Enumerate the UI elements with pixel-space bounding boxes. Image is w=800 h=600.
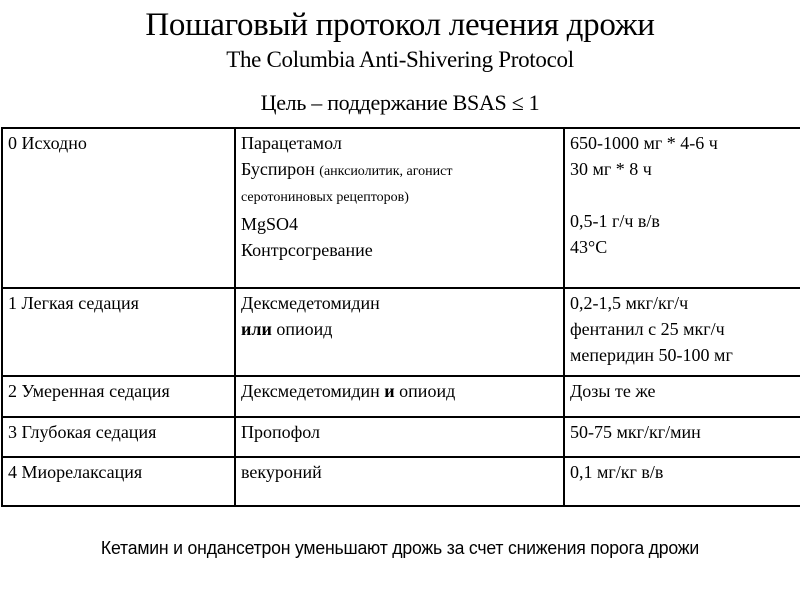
drug-line: Пропофол — [241, 422, 321, 442]
doses-cell — [564, 376, 800, 417]
drug-paracetamol: Парацетамол — [241, 133, 342, 153]
drug-line — [241, 378, 558, 404]
step-cell — [2, 457, 235, 506]
drug-note-continued: серотониновых рецепторов) — [241, 190, 409, 205]
drugs-cell — [235, 128, 564, 288]
emphasis-or: или — [241, 319, 272, 339]
step-label: 4 Миорелаксация — [8, 462, 143, 482]
step-cell — [2, 288, 235, 376]
drug-name: Буспирон — [241, 159, 320, 179]
protocol-table — [1, 127, 800, 507]
table-row — [2, 417, 800, 457]
slide-title: Пошаговый протокол лечения дрожи — [145, 7, 655, 43]
doses-cell — [564, 288, 800, 376]
dose-line: Дозы те же — [570, 381, 656, 401]
slide-subtitle: The Columbia Anti-Shivering Protocol — [226, 47, 574, 72]
drugs-cell — [235, 417, 564, 457]
drug-line: векуроний — [241, 462, 322, 482]
drug-counterwarming: Контрсогревание — [241, 240, 373, 260]
drug-buspirone — [241, 156, 558, 185]
step-label: 0 Исходно — [8, 133, 87, 153]
dose-line: меперидин 50-100 мг — [570, 345, 733, 365]
dose-line: 50-75 мкг/кг/мин — [570, 422, 701, 442]
drug-text: опиоид — [394, 381, 456, 401]
drug-note: (анксиолитик, агонист — [319, 164, 453, 179]
step-label: 2 Умеренная седация — [8, 381, 170, 401]
dose-line: фентанил с 25 мкг/ч — [570, 319, 725, 339]
table-row — [2, 128, 800, 288]
step-cell — [2, 417, 235, 457]
drug-text: Дексмедетомидин — [241, 381, 385, 401]
drug-line: Дексмедетомидин — [241, 293, 380, 313]
step-cell — [2, 128, 235, 288]
dose-line: 0,5-1 г/ч в/в — [570, 211, 660, 231]
drug-text: опиоид — [271, 319, 333, 339]
drugs-cell — [235, 288, 564, 376]
doses-cell — [564, 417, 800, 457]
table-row — [2, 376, 800, 417]
table-row — [2, 457, 800, 506]
dose-line: 0,1 мг/кг в/в — [570, 462, 664, 482]
step-label: 1 Легкая седация — [8, 293, 139, 313]
table-row — [2, 288, 800, 376]
drug-mgso4: MgSO4 — [241, 214, 299, 234]
doses-cell — [564, 457, 800, 506]
dose-line: 650-1000 мг * 4-6 ч — [570, 133, 718, 153]
emphasis-and: и — [384, 381, 395, 401]
step-label: 3 Глубокая седация — [8, 422, 157, 442]
dose-line: 30 мг * 8 ч — [570, 159, 652, 179]
drug-line — [241, 316, 558, 342]
drugs-cell — [235, 457, 564, 506]
footer-note: Кетамин и ондансетрон уменьшают дрожь за счет снижения порога дрожи — [100, 538, 700, 558]
dose-line: 0,2-1,5 мкг/кг/ч — [570, 293, 689, 313]
goal-statement: Цель – поддержание BSAS ≤ 1 — [260, 90, 540, 115]
blank-line — [570, 182, 800, 208]
dose-line: 43°C — [570, 237, 608, 257]
doses-cell — [564, 128, 800, 288]
drugs-cell — [235, 376, 564, 417]
step-cell — [2, 376, 235, 417]
